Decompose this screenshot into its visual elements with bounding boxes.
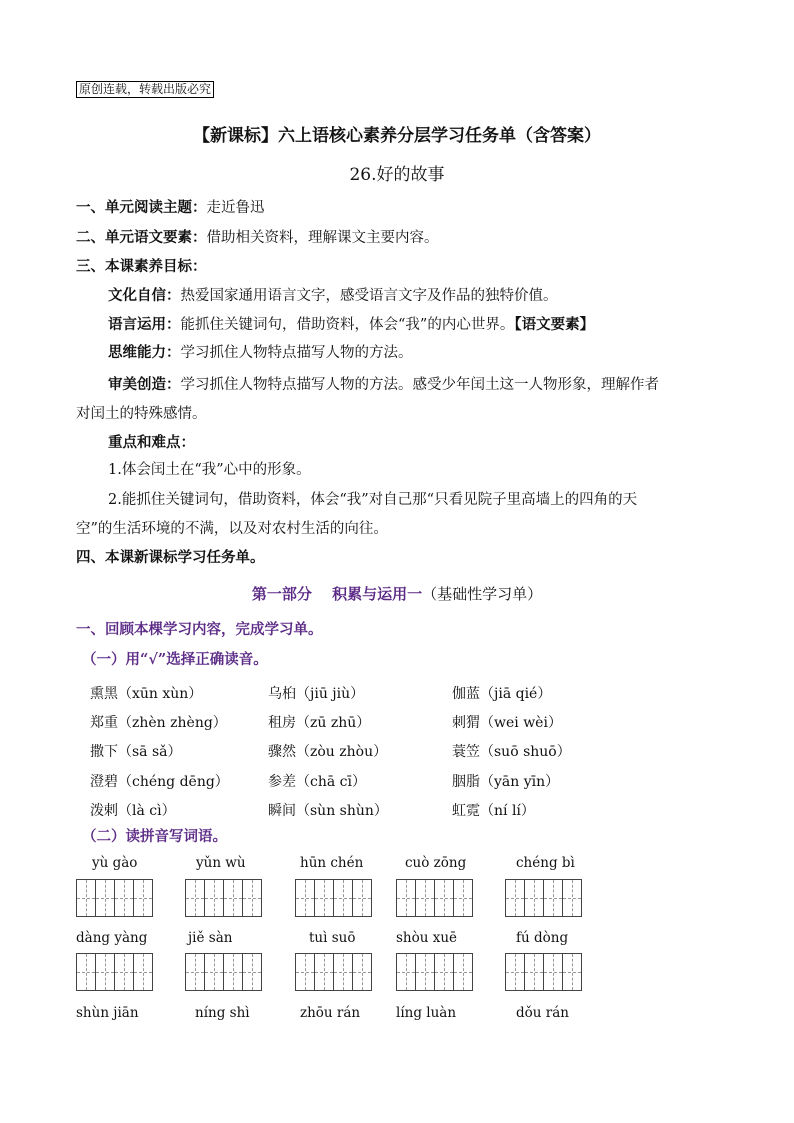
pinyin-prompt: cuò zōng [405, 855, 467, 871]
pinyin-choice-item: 郑重（zhèn zhèng） [90, 715, 227, 731]
pinyin-choice-item: 虹霓（ní lí） [452, 803, 535, 819]
writing-grid[interactable] [295, 879, 372, 917]
pinyin-prompt: hūn chén [300, 855, 364, 871]
pinyin-prompt: dàng yàng [76, 930, 148, 946]
key-point-1: 1.体会闰土在“我”心中的形象。 [108, 462, 311, 478]
key-point-2-cont: 空”的生活环境的不满，以及对农村生活的向往。 [76, 521, 388, 537]
pinyin-prompt: zhōu rán [300, 1005, 361, 1021]
goal-label: 文化自信： [108, 287, 181, 304]
pinyin-choice-item: 熏黑（xūn xùn） [90, 686, 203, 702]
pinyin-choice-item: 泼剌（là cì） [90, 803, 176, 819]
section-task-list-label: 四、本课新课标学习任务单。 [76, 549, 265, 566]
writing-grid[interactable] [505, 879, 582, 917]
pinyin-prompt: yǔn wù [196, 855, 246, 871]
goal-text: 学习抓住人物特点描写人物的方法。 [180, 345, 413, 361]
pinyin-choice-item: 澄碧（chéng dēng） [90, 774, 229, 790]
goal-thinking [108, 343, 413, 363]
goal-text: 热爱国家通用语言文字，感受语言文字及作品的独特价值。 [180, 288, 558, 304]
pinyin-prompt: dǒu rán [516, 1005, 569, 1021]
goal-label: 审美创造： [108, 376, 181, 393]
goal-text: 能抓住关键词句，借助资料，体会“我”的内心世界。 [180, 317, 515, 333]
part-level: （基础性学习单） [422, 585, 543, 603]
pinyin-choice-item: 刺猬（wei wèi） [452, 715, 562, 731]
goal-label: 思维能力： [108, 344, 181, 361]
pinyin-choice-item: 伽蓝（jiā qié） [452, 686, 552, 702]
pinyin-choice-item: 租房（zū zhū） [268, 715, 371, 731]
goal-culture [108, 286, 558, 306]
pinyin-prompt: fú dòng [516, 930, 569, 946]
goal-text: 学习抓住人物特点描写人物的方法。感受少年闰土这一人物形象，理解作者 [180, 377, 659, 393]
part-heading [0, 583, 794, 604]
writing-grid[interactable] [396, 953, 473, 991]
pinyin-choice-item: 胭脂（yān yīn） [452, 774, 560, 790]
writing-grid[interactable] [76, 953, 153, 991]
lesson-title: 26.好的故事 [349, 165, 445, 185]
pinyin-prompt: tuì suō [309, 930, 356, 946]
goal-language [108, 315, 594, 335]
pinyin-prompt: níng shì [195, 1005, 250, 1021]
pinyin-choice-item: 骤然（zòu zhòu） [268, 744, 388, 760]
goal-aesthetic [108, 375, 659, 395]
pinyin-prompt: shòu xuē [396, 930, 458, 946]
writing-grid[interactable] [505, 953, 582, 991]
key-points-label: 重点和难点： [108, 434, 195, 451]
pinyin-prompt: jiě sàn [188, 930, 233, 946]
copyright-note: 原创连载，转载出版必究 [76, 81, 214, 98]
writing-grid[interactable] [185, 879, 262, 917]
section-text: 走近鲁迅 [206, 200, 265, 216]
pinyin-choice-item: 蓑笠（suō shuō） [452, 744, 571, 760]
pinyin-choice-item: 瞬间（sùn shùn） [268, 803, 388, 819]
goal-label: 语言运用： [108, 316, 181, 333]
section-label: 一、单元阅读主题： [76, 199, 207, 216]
pinyin-prompt: líng luàn [396, 1005, 457, 1021]
question-2-title: （二）读拼音写词语。 [82, 828, 227, 845]
goal-aesthetic-cont: 对闰土的特殊感情。 [76, 406, 207, 422]
page-title: 【新课标】六上语核心素养分层学习任务单（含答案） [193, 126, 601, 146]
question-1-title: （一）用“√”选择正确读音。 [82, 651, 268, 668]
goal-tag: 【语文要素】 [514, 316, 595, 333]
pinyin-prompt: yù gào [92, 855, 138, 871]
pinyin-choice-item: 乌桕（jiū jiù） [268, 686, 365, 702]
writing-grid[interactable] [295, 953, 372, 991]
writing-grid[interactable] [185, 953, 262, 991]
pinyin-prompt: shùn jiān [76, 1005, 139, 1021]
section-text: 借助相关资料，理解课文主要内容。 [206, 230, 439, 246]
section-language-element [76, 228, 439, 248]
section-label: 二、单元语文要素： [76, 229, 207, 246]
pinyin-prompt: chéng bì [516, 855, 575, 871]
part-title: 第一部分 积累与运用一 [251, 585, 423, 603]
section-reading-theme [76, 198, 265, 218]
writing-grid[interactable] [76, 879, 153, 917]
key-point-2: 2.能抓住关键词句，借助资料，体会“我”对自己那“只看见院子里高墙上的四角的天 [108, 492, 638, 508]
section-goals-label: 三、本课素养目标： [76, 258, 207, 275]
pinyin-choice-item: 撒下（sā sǎ） [90, 744, 182, 760]
pinyin-choice-item: 参差（chā cī） [268, 774, 366, 790]
writing-grid[interactable] [396, 879, 473, 917]
task-1-title: 一、回顾本棵学习内容，完成学习单。 [76, 621, 323, 638]
